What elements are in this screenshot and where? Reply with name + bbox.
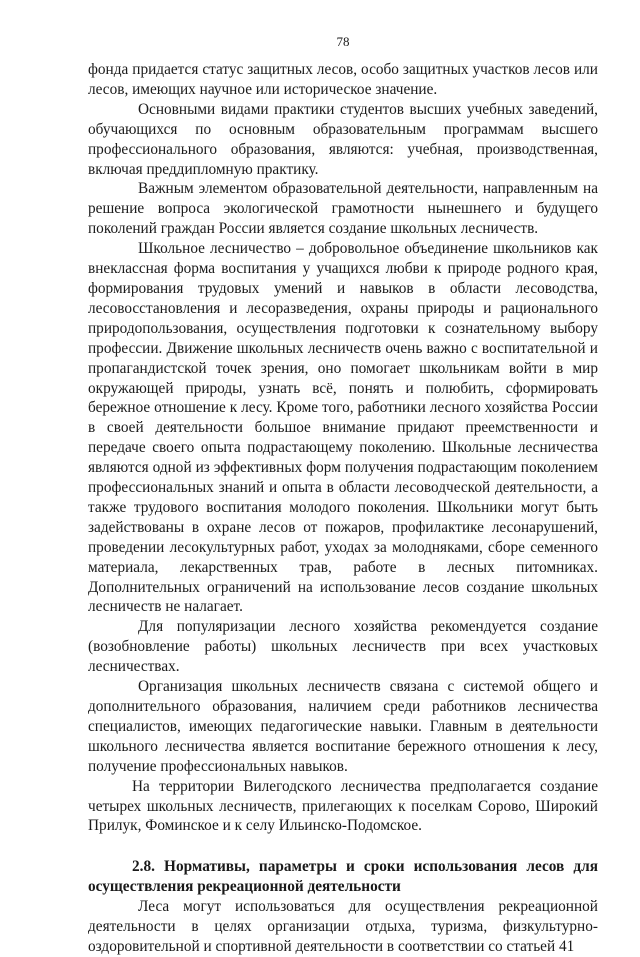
section-heading: 2.8. Нормативы, параметры и сроки использования лесов для осуществления рекреационной деятельности [88,858,598,896]
paragraph-organization: Организация школьных лесничеств связана с системой общего и дополнительного образования, наличием среди работников лесничества специалистов, имеющих педагогические навыки. Главным в деятельности школьного лесничества является воспитание бережного отношения к лесу, получение профессиональных навыков. [88,678,598,775]
paragraph-practice-types: Основными видами практики студентов высших учебных заведений, обучающихся по основным образовательным программам высшего профессионального образования, являются: учебная, производственная, включая преддипломную практику. [88,100,598,178]
paragraph-vilegodsk-territory: На территории Вилегодского лесничества предполагается создание четырех школьных лесничеств, прилегающих к поселкам Сорово, Широкий Прилук, Фоминское и к селу Ильинско-Подомское. [88,777,598,835]
page-number: 78 [336,34,350,49]
paragraph-ecological-literacy: Важным элементом образовательной деятельности, направленным на решение вопроса экологической грамотности нынешнего и будущего поколений граждан России является создание школьных лесничеств. [88,180,598,238]
paragraph-continuation: фонда придается статус защитных лесов, особо защитных участков лесов или лесов, имеющих научное или историческое значение. [88,61,598,98]
document-page [88,34,598,957]
paragraph-school-forestry: Школьное лесничество – добровольное объединение школьников как внеклассная форма воспитания у учащихся любви к природе родного края, формирования трудовых умений и навыков в области лесоводства, лесовосстановления и лесоразведения, охраны природы и рационального природопользования, осуществления подготовки к сознательному выбору профессии. Движение школьных лесничеств очень важно с воспитательной и пропагандистской точек зрения, оно помогает школьникам войти в мир окружающей природы, узнать всё, понять и полюбить, сформировать бережное отношение к лесу. Кроме того, работники лесного хозяйства России в своей деятельности большое внимание придают преемственности и передаче своего опыта подрастающему поколению. Школьные лесничества являются одной из эффективных форм получения подрастающим поколением профессиональных знаний и опыта в области лесоводческой деятельности, а также трудового воспитания молодого поколения. Школьники могут быть задействованы в охране лесов от пожаров, профилактике лесонарушений, проведении лесокультурных работ, уходах за молодняками, сборе семенного материала, лекарственных трав, работе в лесных питомниках. Дополнительных ограничений на использование лесов создание школьных лесничеств не налагает. [88,240,598,616]
paragraph-recreational-use: Леса могут использоваться для осуществления рекреационной деятельности в целях организации отдыха, туризма, физкультурно-оздоровительной и спортивной деятельности в соответствии со статьей 41 [88,898,598,955]
paragraph-popularization: Для популяризации лесного хозяйства рекомендуется создание (возобновление работы) школьных лесничеств при всех участковых лесничествах. [88,618,598,676]
